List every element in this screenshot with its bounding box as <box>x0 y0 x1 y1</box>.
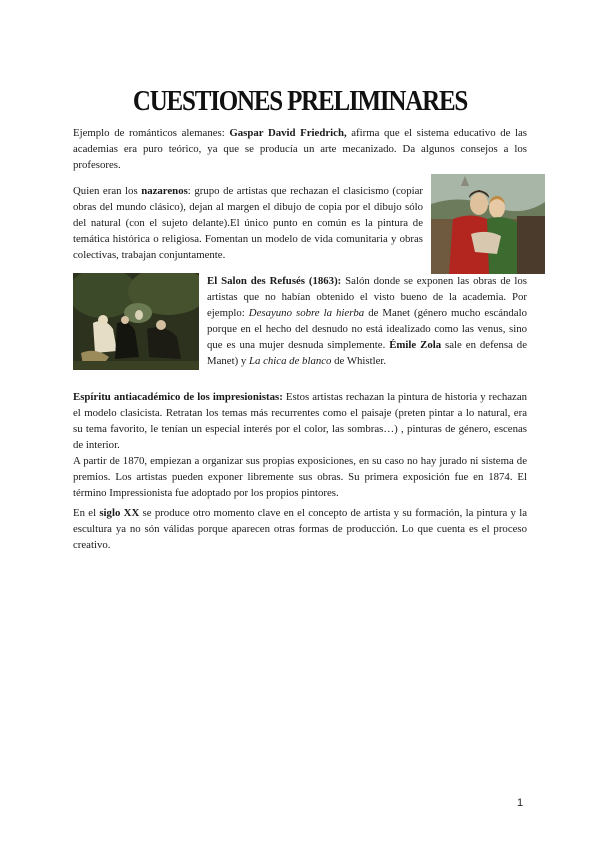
text: Ejemplo de románticos alemanes: <box>73 127 230 139</box>
text: de Whistler. <box>331 355 387 367</box>
text: En el <box>73 507 100 519</box>
bold-text: Espíritu antiacadémico de los impresionistas: <box>73 391 283 403</box>
bold-text: nazarenos <box>141 185 188 197</box>
bold-text: El Salon des Refusés (1863): <box>207 275 342 287</box>
paragraph-siglo-xx <box>73 505 527 553</box>
paragraph-impresionistas <box>73 389 527 501</box>
text: Estos artistas rechazan la pintura de historia y rechazan el modelo clasicista. Retratan los temas más recurrentes como el paisaje (preten pintar a lo natural, era su tema favorito, le tenían un especial interés por el color, las sombras…) , pinturas de género, escenas de interior. <box>73 391 528 451</box>
text: sale en defensa de Manet) y <box>207 339 527 367</box>
italic-text: Desayuno sobre la hierba <box>248 307 365 319</box>
painting-illustration <box>431 174 545 274</box>
text: se produce otro momento clave en el concepto de artista y su formación, la pintura y la escultura ya no són válidas porque aparecen otras formas de producción. Lo que cuenta es el proceso creativo. <box>73 507 527 551</box>
page-number: 1 <box>517 797 524 809</box>
nazarene-painting-image <box>431 174 545 274</box>
bold-text: Gaspar David Friedrich, <box>229 127 347 139</box>
paragraph-salon-refuses <box>207 273 527 369</box>
manet-painting-image <box>73 273 199 370</box>
page-title: CUESTIONES PRELIMINARES <box>132 86 468 117</box>
text: Salón donde se exponen las obras de los artistas que no habían obtenido el visto bueno de la academia. Por ejemplo: <box>207 275 527 319</box>
text: afirma que el sistema educativo de las academias era puro teórico, ya que se producía un arte mecanizado. Da algunos consejos a los profesores. <box>73 127 528 171</box>
bold-text: siglo XX <box>99 507 140 519</box>
paragraph-friedrich <box>73 125 527 173</box>
text: Quien eran los <box>73 185 142 197</box>
painting-illustration <box>73 273 199 370</box>
text: : grupo de artistas que rechazan el clasicismo (copiar obras del mundo clásico), dejan al margen el dibujo de copia por el dibujo sólo del natural (con el sujeto delante).El único punto en común es la pintura de temática histórica o religiosa. Fomentan un modelo de vida comunitaria y obras colectivas, trabajan conjuntamente. <box>73 185 423 261</box>
italic-text: La chica de blanco <box>248 355 332 367</box>
paragraph-nazarenos <box>73 183 423 263</box>
text: A partir de 1870, empiezan a organizar sus propias exposiciones, en su caso no hay jurado ni sistema de premios. Los artistas pueden exponer libremente sus obras. Su primera exposición fue en 1874. El término Impressionista fue adoptado por los propios pintores. <box>73 455 527 499</box>
bold-text: Émile Zola <box>389 339 442 351</box>
text: de Manet (género mucho escándalo porque en el hecho del desnudo no está idealizado como las venus, sino que es una mujer desnuda simplemente. <box>207 307 527 351</box>
